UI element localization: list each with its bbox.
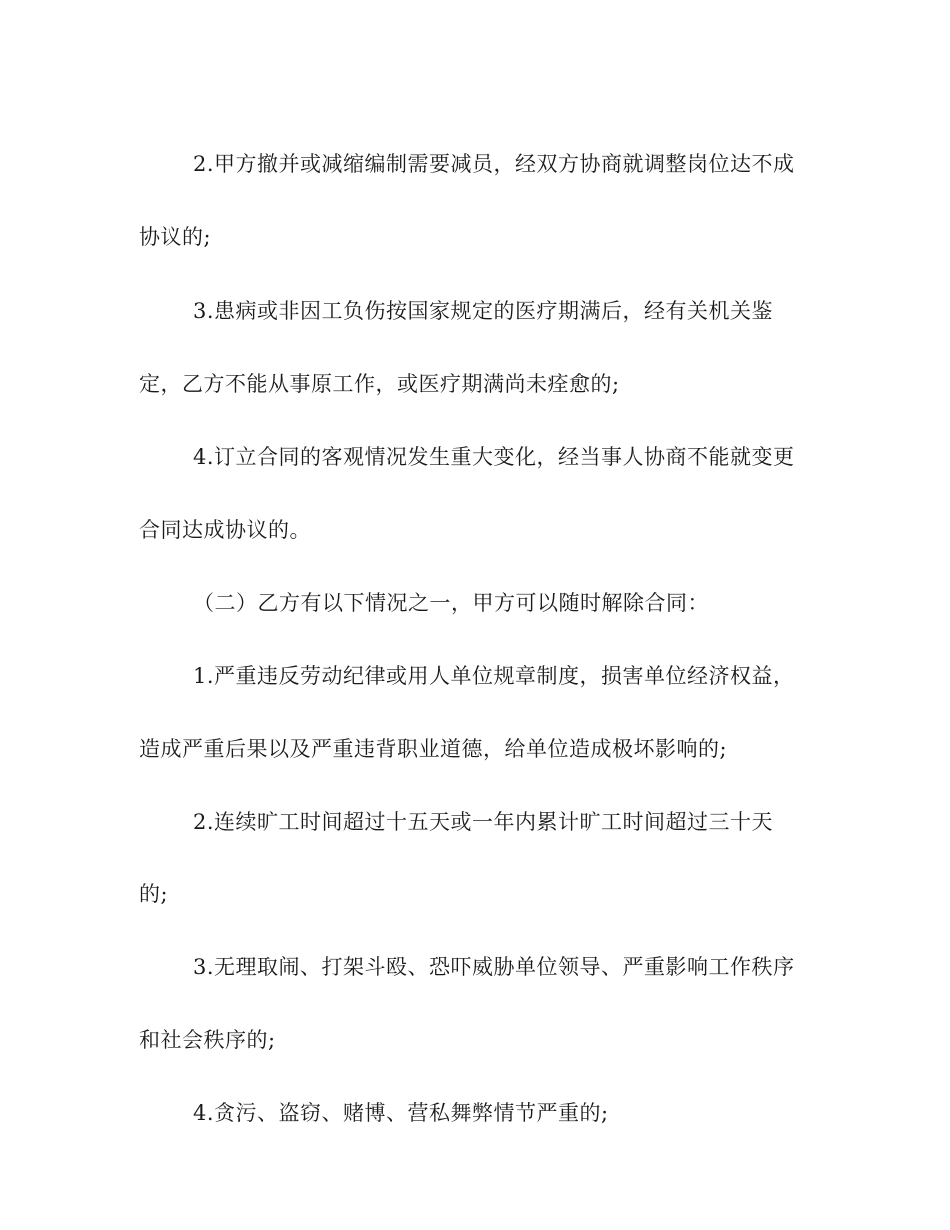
paragraph-line: 3.无理取闹、打架斗殴、恐吓威胁单位领导、严重影响工作秩序 [193, 955, 795, 979]
paragraph-line: 2.连续旷工时间超过十五天或一年内累计旷工时间超过三十天 [193, 810, 774, 834]
paragraph-line: 3.患病或非因工负伤按国家规定的医疗期满后，经有关机关鉴 [193, 299, 774, 323]
paragraph-line: 和社会秩序的; [139, 1028, 276, 1052]
paragraph-line: 4.订立合同的客观情况发生重大变化，经当事人协商不能就变更 [193, 445, 795, 469]
paragraph-line: 定，乙方不能从事原工作，或医疗期满尚未痊愈的; [139, 372, 620, 396]
paragraph-line: 的; [139, 882, 169, 906]
paragraph-line: 1.严重违反劳动纪律或用人单位规章制度，损害单位经济权益， [193, 664, 795, 688]
paragraph-line: 合同达成协议的。 [139, 518, 311, 542]
paragraph-line: （二）乙方有以下情况之一，甲方可以随时解除合同： [193, 591, 709, 615]
paragraph-line: 造成严重后果以及严重违背职业道德，给单位造成极坏影响的; [139, 737, 728, 761]
paragraph-line: 4.贪污、盗窃、赌博、营私舞弊情节严重的; [193, 1101, 609, 1125]
paragraph-line: 协议的; [139, 225, 212, 249]
paragraph-line: 2.甲方撤并或减缩编制需要减员，经双方协商就调整岗位达不成 [193, 152, 795, 176]
